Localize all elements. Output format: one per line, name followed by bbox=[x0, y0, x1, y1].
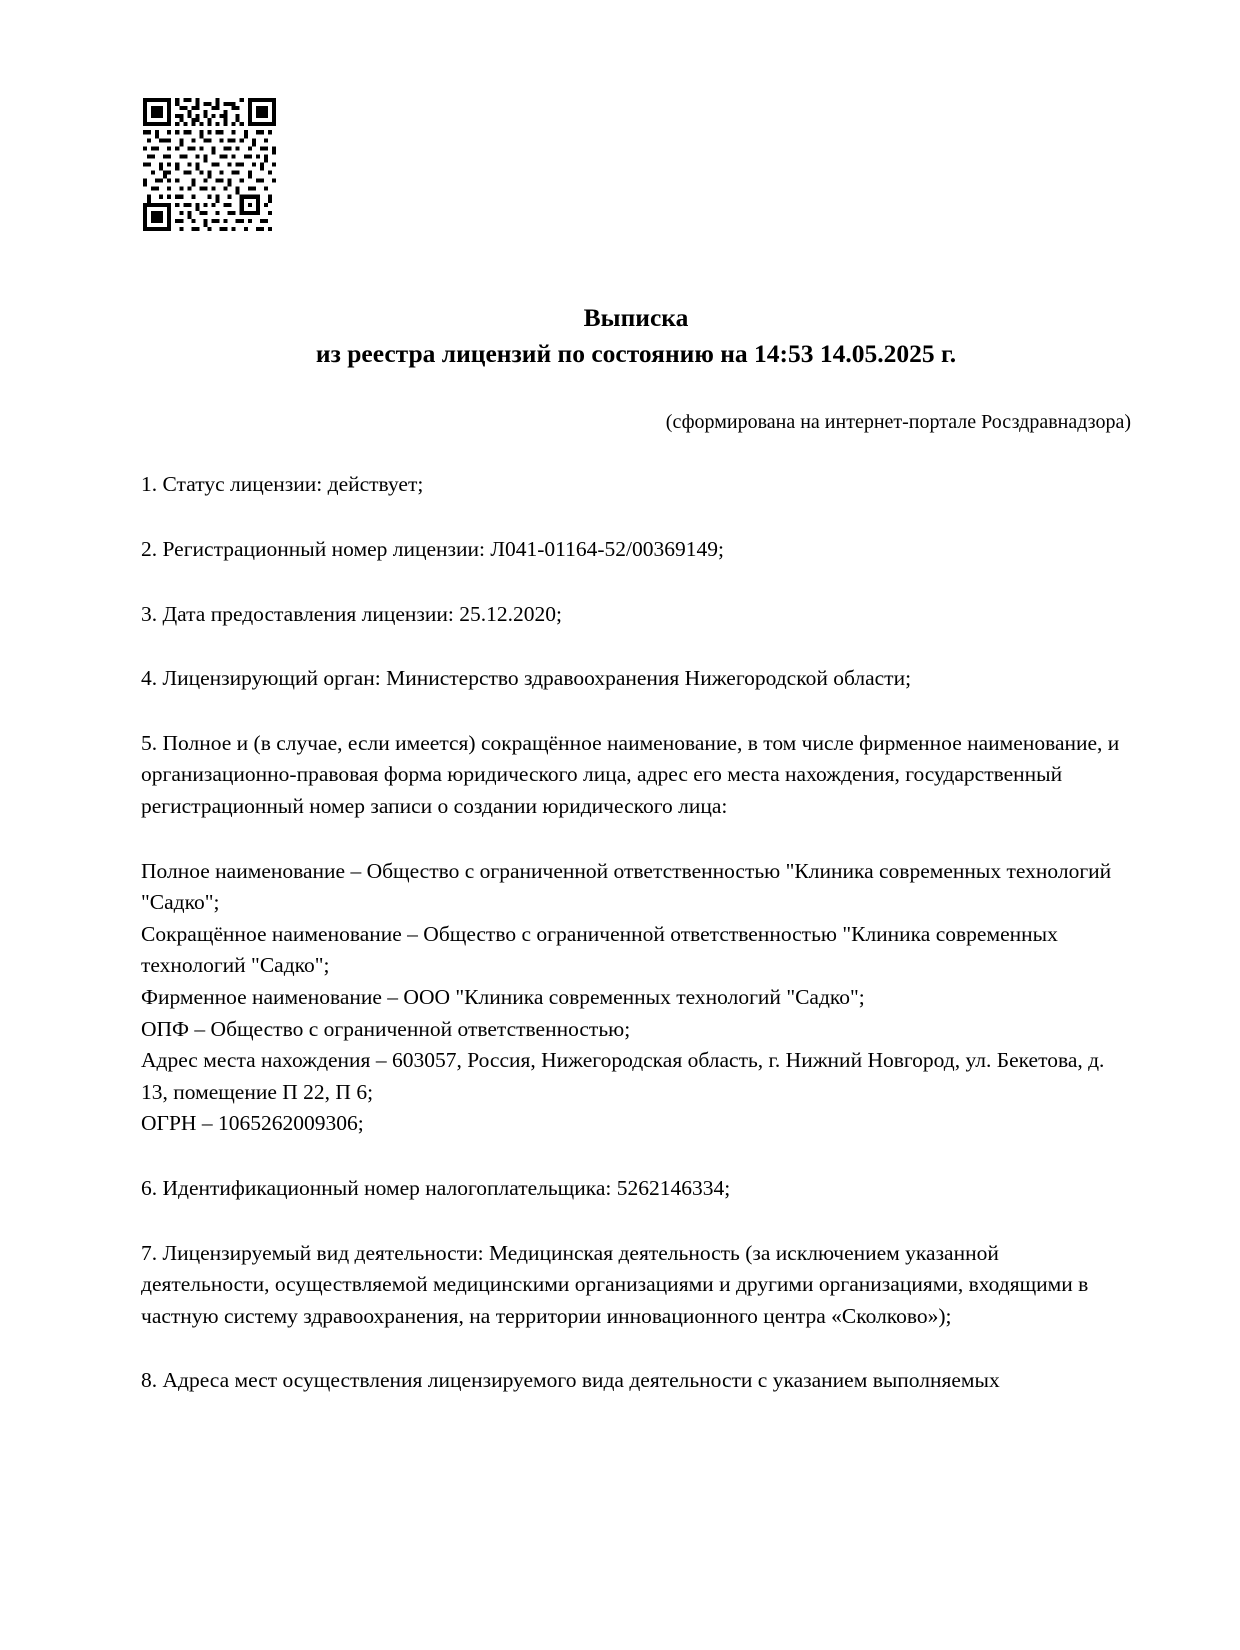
organization-names-item: 5. Полное и (в случае, если имеется) сокращённое наименование, в том числе фирменное наименование, и организационно-правовая форма юридического лица, адрес его места нахождения, государственный регистрационный номер записи о создании юридического лица: bbox=[141, 730, 1120, 818]
qr-code-icon bbox=[143, 98, 276, 231]
short-name-line: Сокращённое наименование – Общество с ограниченной ответственностью "Клиника современных технологий "Садко"; bbox=[141, 921, 1058, 978]
ogrn-line: ОГРН – 1065262009306; bbox=[141, 1111, 364, 1136]
title-line-2: из реестра лицензий по состоянию на 14:53 14.05.2025 г. bbox=[315, 339, 957, 369]
page-title bbox=[141, 300, 1131, 372]
brand-name-line: Фирменное наименование – ООО "Клиника современных технологий "Садко"; bbox=[141, 984, 865, 1009]
licensed-activity-item: 7. Лицензируемый вид деятельности: Медицинская деятельность (за исключением указанной деятельности, осуществляемой медицинскими организациями и другими организациями, входящими в частную систему здравоохранения, на территории инновационного центра «Сколково»); bbox=[141, 1240, 1089, 1328]
activity-addresses-item: 8. Адреса мест осуществления лицензируемого вида деятельности с указанием выполняемых bbox=[141, 1368, 1000, 1393]
document-content bbox=[141, 300, 1131, 1397]
inn-item: 6. Идентификационный номер налогоплательщика: 5262146334; bbox=[141, 1175, 731, 1200]
address-line: Адрес места нахождения – 603057, Россия, Нижегородская область, г. Нижний Новгород, ул. Бекетова, д. 13, помещение П 22, П 6; bbox=[141, 1048, 1105, 1104]
license-status-item: 1. Статус лицензии: действует; bbox=[141, 472, 424, 497]
license-date-item: 3. Дата предоставления лицензии: 25.12.2020; bbox=[141, 601, 562, 626]
license-number-item: 2. Регистрационный номер лицензии: Л041-01164-52/00369149; bbox=[141, 537, 724, 561]
title-line-1: Выписка bbox=[583, 303, 689, 332]
licensing-authority-item: 4. Лицензирующий орган: Министерство здравоохранения Нижегородской области; bbox=[141, 666, 912, 691]
legal-form-line: ОПФ – Общество с ограниченной ответственностью; bbox=[141, 1016, 631, 1041]
organization-details bbox=[141, 856, 1131, 1140]
full-name-line: Полное наименование – Общество с ограниченной ответственностью "Клиника современных технологий "Садко"; bbox=[141, 858, 1112, 915]
document-subtitle: (сформирована на интернет-портале Росздравнадзора) bbox=[665, 411, 1131, 434]
